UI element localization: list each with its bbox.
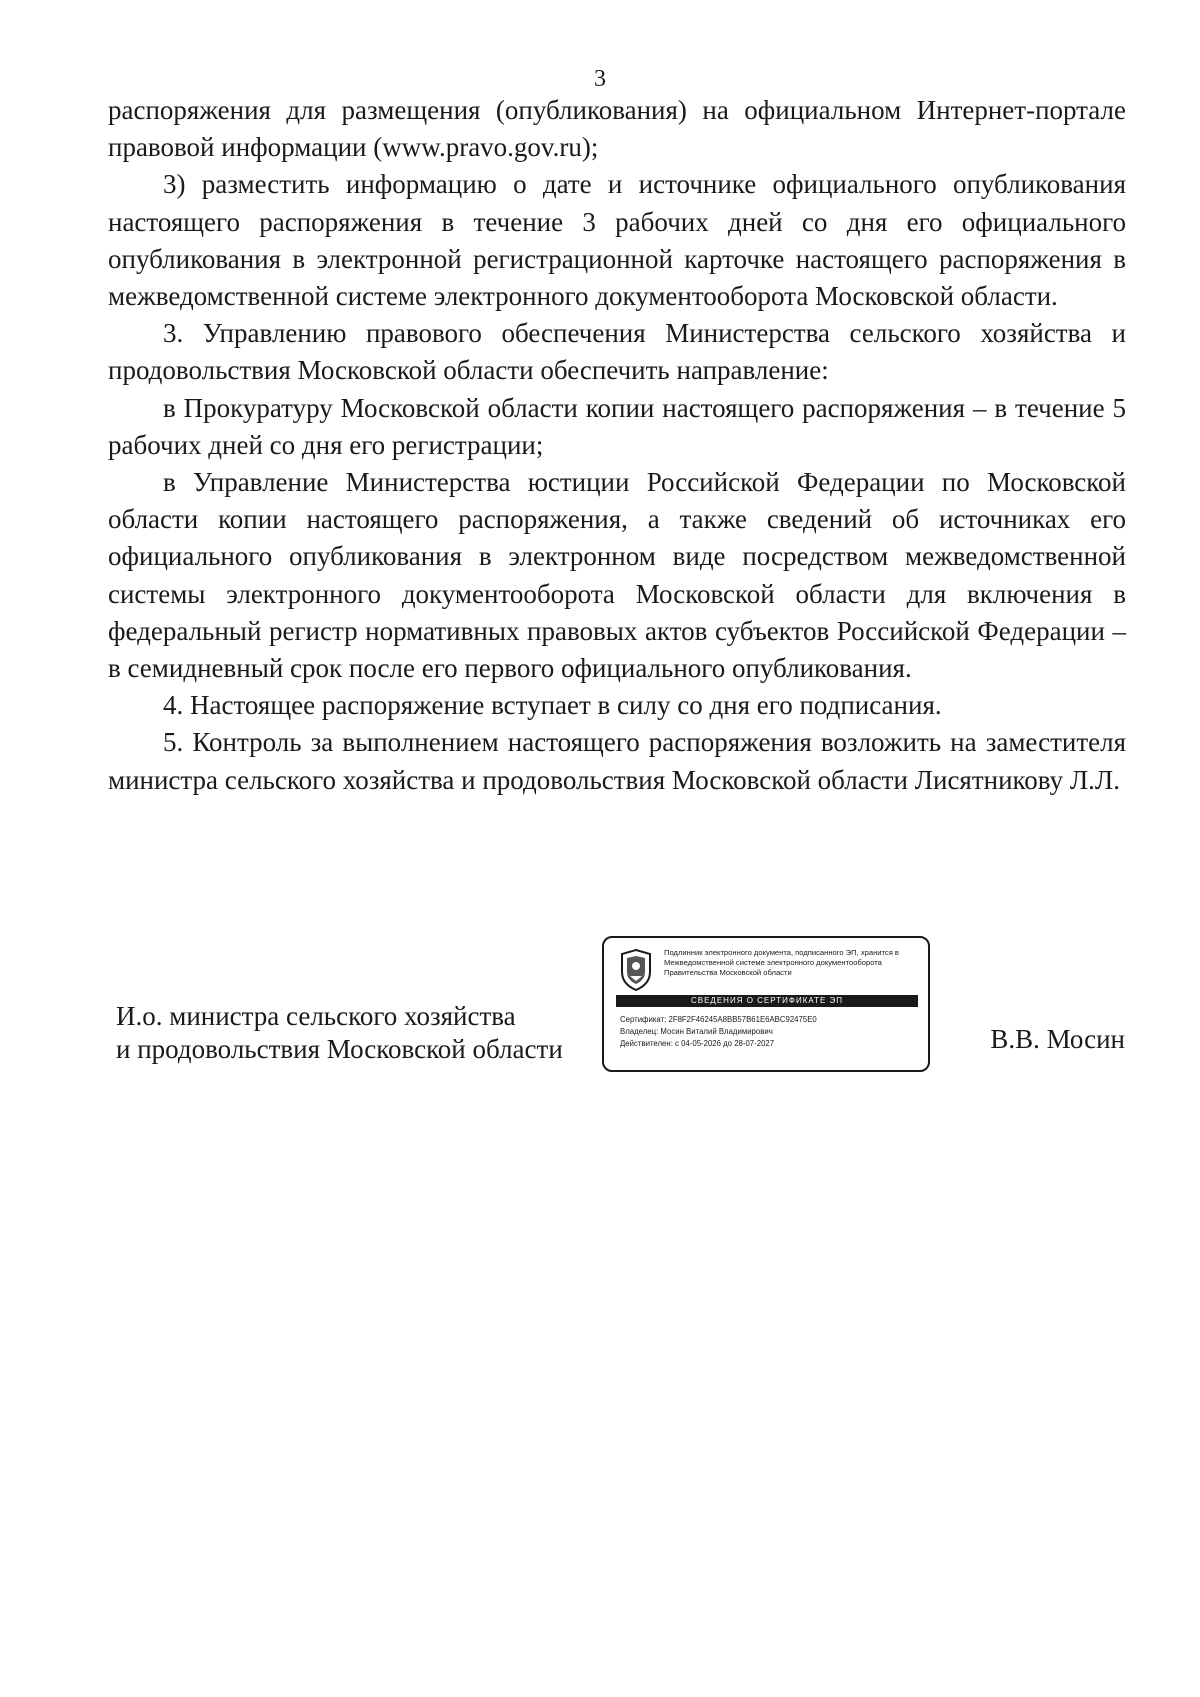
paragraph-clause-4: 4. Настоящее распоряжение вступает в силу со дня его подписания. — [163, 690, 942, 721]
document-body — [108, 92, 1126, 799]
paragraph-clause-5: 5. Контроль за выполнением настоящего распоряжения возложить на заместителя министра сельского хозяйства и продовольствия Московской области Лисятникову Л.Л. — [108, 727, 1126, 795]
paragraph-item-3: 3) разместить информацию о дате и источнике официального опубликования настоящего распоряжения в течение 3 рабочих дней со дня его официального опубликования в электронной регистрационной карточке настоящего распоряжения в межведомственной системе электронного документооборота Московской области. — [108, 169, 1126, 312]
paragraph-continuation: распоряжения для размещения (опубликования) на официальном Интернет-портале правовой информации (www.pravo.gov.ru); — [108, 95, 1126, 163]
moscow-region-coat-of-arms-icon — [616, 948, 656, 992]
signatory-name: В.В. Мосин — [990, 1024, 1125, 1054]
stamp-owner: Владелец: Мосин Виталий Владимирович — [620, 1027, 773, 1036]
stamp-details — [620, 1014, 920, 1050]
page-number: 3 — [594, 66, 606, 92]
signatory-position-line-1: И.о. министра сельского хозяйства — [116, 1001, 516, 1031]
stamp-title: СВЕДЕНИЯ О СЕРТИФИКАТЕ ЭП — [616, 995, 918, 1007]
paragraph-prosecutor: в Прокуратуру Московской области копии настоящего распоряжения – в течение 5 рабочих дней со дня его регистрации; — [108, 392, 1126, 460]
signatory-position-line-2: и продовольствия Московской области — [116, 1034, 563, 1064]
stamp-header: Подлинник электронного документа, подписанного ЭП, хранится в Межведомственной системе электронного документооборота Правительства Московской области — [664, 948, 899, 977]
signatory-position — [116, 1000, 563, 1066]
paragraph-clause-3: 3. Управлению правового обеспечения Министерства сельского хозяйства и продовольствия Московской области обеспечить направление: — [108, 318, 1126, 386]
paragraph-justice-ministry: в Управление Министерства юстиции Российской Федерации по Московской области копии настоящего распоряжения, а также сведений об источниках его официального опубликования в электронном виде посредством межведомственной системы электронного документооборота Московской области для включения в федеральный регистр нормативных правовых актов субъектов Российской Федерации – в семидневный срок после его первого официального опубликования. — [108, 467, 1126, 684]
stamp-validity: Действителен: с 04-05-2026 до 28-07-2027 — [620, 1039, 775, 1048]
electronic-signature-stamp — [602, 936, 930, 1072]
stamp-certificate: Сертификат: 2F8F2F46245A8BB57B61E6ABC92475E0 — [620, 1015, 817, 1024]
